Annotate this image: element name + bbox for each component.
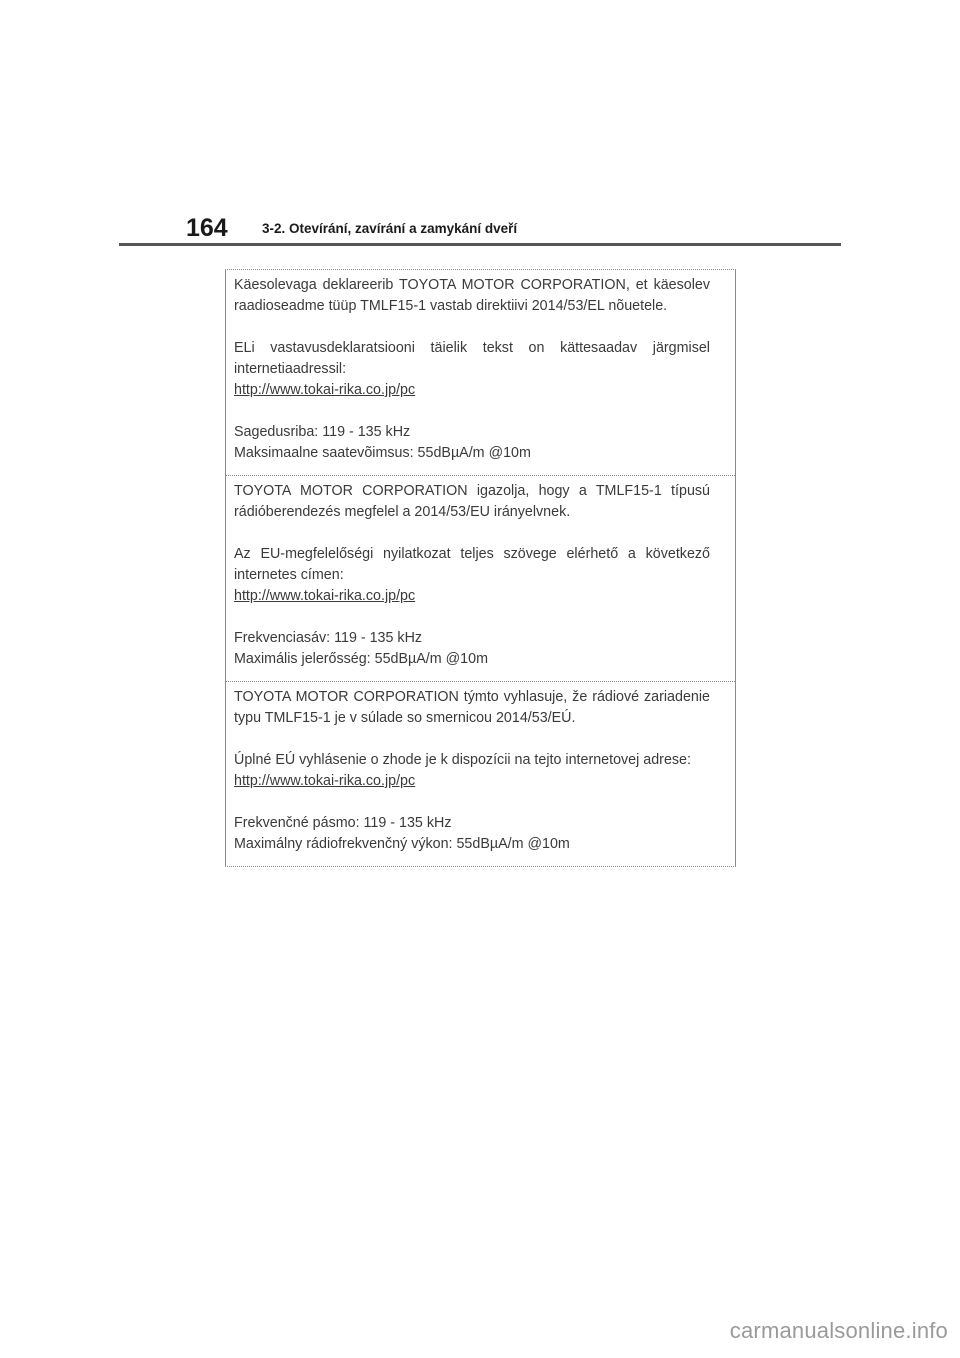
frequency-text: Frekvenciasáv: 119 - 135 kHz — [234, 630, 423, 646]
declaration-box — [225, 269, 736, 867]
declaration-text: TOYOTA MOTOR CORPORATION igazolja, hogy a TMLF15-1 típusú rádióberendezés megfelel a 2014/53/EU irányelvnek. — [234, 483, 710, 520]
declaration-link[interactable]: http://www.tokai-rika.co.jp/pc — [234, 773, 416, 789]
declaration-text: Käesolevaga deklareerib TOYOTA MOTOR CORPORATION, et käesolev raadioseadme tüüp TMLF15-1 vastab direktiivi 2014/53/EL nõuetele. — [234, 277, 710, 314]
declaration-block-hungarian — [226, 475, 735, 681]
declaration-text: TOYOTA MOTOR CORPORATION týmto vyhlasuje, že rádiové zariadenie typu TMLF15-1 je v súlade so smernicou 2014/53/EÚ. — [234, 689, 710, 726]
availability-text: Az EU-megfelelőségi nyilatkozat teljes szövege elérhető a következő internetes címen: — [234, 546, 710, 583]
availability-paragraph — [234, 750, 710, 792]
watermark-logo: carmanualsonline.info — [729, 1318, 948, 1343]
specs-paragraph — [234, 813, 710, 855]
declaration-link[interactable]: http://www.tokai-rika.co.jp/pc — [234, 382, 416, 398]
frequency-text: Frekvenčné pásmo: 119 - 135 kHz — [234, 815, 452, 831]
section-title: 3-2. Otevírání, zavírání a zamykání dveří — [262, 221, 518, 236]
power-text: Maximális jelerősség: 55dBµA/m @10m — [234, 651, 488, 667]
power-text: Maksimaalne saatevõimsus: 55dBµA/m @10m — [234, 445, 531, 461]
specs-paragraph — [234, 628, 710, 670]
power-text: Maximálny rádiofrekvenčný výkon: 55dBµA/m @10m — [234, 836, 570, 852]
availability-paragraph — [234, 338, 710, 401]
declaration-block-slovak — [226, 681, 735, 866]
declaration-block-estonian — [226, 270, 735, 475]
availability-text: Úplné EÚ vyhlásenie o zhode je k dispozícii na tejto internetovej adrese: — [234, 752, 691, 768]
page-number: 164 — [186, 214, 228, 242]
availability-text: ELi vastavusdeklaratsiooni täielik tekst on kättesaadav järgmisel internetiaadressil: — [234, 340, 710, 377]
declaration-link[interactable]: http://www.tokai-rika.co.jp/pc — [234, 588, 416, 604]
specs-paragraph — [234, 422, 710, 464]
frequency-text: Sagedusriba: 119 - 135 kHz — [234, 424, 411, 440]
availability-paragraph — [234, 544, 710, 607]
header-divider — [119, 243, 841, 246]
